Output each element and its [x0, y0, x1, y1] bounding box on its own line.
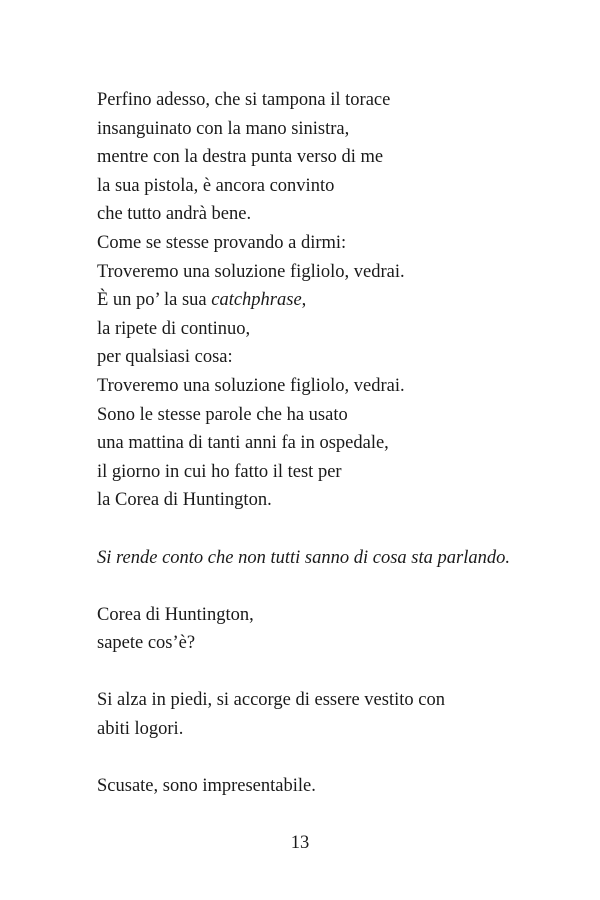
poem-line: una mattina di tanti anni fa in ospedale, [97, 433, 389, 454]
poem-line: il giorno in cui ho fatto il test per [97, 461, 342, 482]
catchphrase-after: , [301, 290, 307, 311]
poem-line: Corea di Huntington, [97, 604, 254, 625]
poem-line: per qualsiasi cosa: [97, 347, 233, 368]
poem-line: la Corea di Huntington. [97, 490, 272, 511]
poem-line: Troveremo una soluzione figliolo, vedrai. [97, 375, 405, 396]
stanza-gap [97, 744, 557, 773]
page-number: 13 [290, 833, 310, 853]
stage-direction: Si rende conto che non tutti sanno di cosa sta parlando. [97, 547, 510, 568]
poem-line: Perfino adesso, che si tampona il torace [97, 90, 391, 110]
poem-text [97, 86, 557, 801]
catchphrase-word: catchphrase [211, 290, 302, 311]
poem-line: insanguinato con la mano sinistra, [97, 118, 350, 139]
poem-line: abiti logori. [97, 719, 184, 740]
poem-line: Troveremo una soluzione figliolo, vedrai. [97, 261, 405, 282]
poem-line: Sono le stesse parole che ha usato [97, 404, 348, 425]
catchphrase-before: È un po’ la sua [97, 290, 212, 311]
poem-line: la sua pistola, è ancora convinto [97, 175, 335, 196]
stanza-gap [97, 572, 557, 601]
poem-line-catchphrase [97, 286, 557, 315]
poem-line: Scusate, sono impresentabile. [97, 776, 316, 797]
poem-line: Si alza in piedi, si accorge di essere vestito con [97, 690, 445, 711]
poem-line: che tutto andrà bene. [97, 204, 252, 225]
poem-line: la ripete di continuo, [97, 318, 251, 339]
poem-line: Come se stesse provando a dirmi: [97, 232, 347, 253]
stanza-gap [97, 658, 557, 687]
poem-line: sapete cos’è? [97, 633, 196, 654]
poem-line: mentre con la destra punta verso di me [97, 147, 384, 168]
stanza-gap [97, 515, 557, 544]
